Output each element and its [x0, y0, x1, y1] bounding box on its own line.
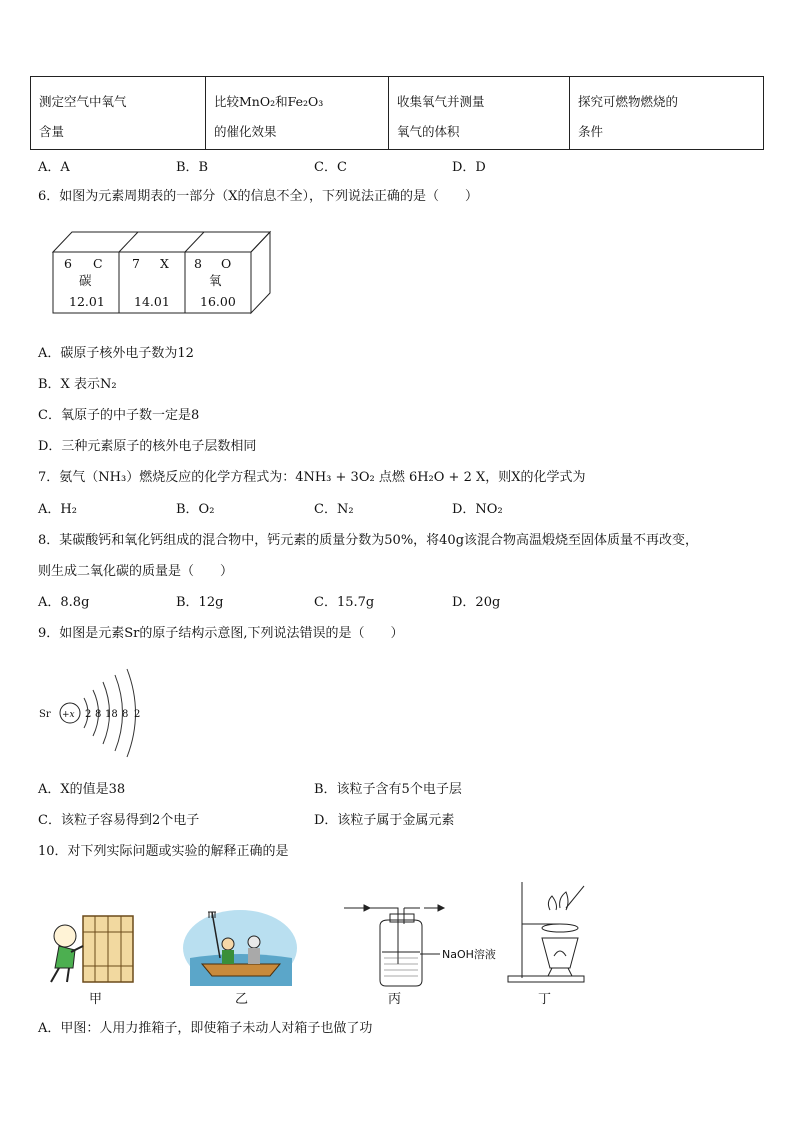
shell-2-electrons: 8 [95, 709, 102, 720]
element-c-number: 6 [64, 256, 72, 271]
sr-atomic-structure-diagram [36, 664, 156, 762]
option-d[interactable]: D．D [452, 160, 486, 175]
option-b[interactable]: B．O₂ [176, 502, 215, 517]
element-c-name: 碳 [79, 273, 92, 288]
atom-symbol: Sr [39, 709, 51, 720]
cell-line-1: 探究可燃物燃烧的 [578, 94, 679, 109]
q9-option-b[interactable]: B．该粒子含有5个电子层 [314, 782, 462, 797]
element-x-number: 7 [132, 256, 140, 271]
option-a[interactable]: A．8.8g [38, 595, 90, 610]
q8-stem-line-1: 8．某碳酸钙和氧化钙组成的混合物中，钙元素的质量分数为50%，将40g该混合物高温煅烧至固体质量不再改变， [38, 533, 699, 548]
element-x-symbol: X [160, 256, 169, 271]
caption-jia: 甲 [89, 992, 103, 1007]
cell-line-1: 比较MnO₂和Fe₂O₃ [214, 94, 324, 109]
option-b[interactable]: B．12g [176, 595, 224, 610]
element-o-name: 氧 [209, 273, 222, 288]
option-d[interactable]: D．NO₂ [452, 502, 503, 517]
combustion-apparatus-diagram [500, 880, 588, 984]
table-cell [389, 77, 570, 150]
table-cell [570, 77, 764, 150]
element-x-mass: 14.01 [134, 294, 170, 309]
option-d[interactable]: D．20g [452, 595, 501, 610]
caption-ding: 丁 [538, 992, 552, 1007]
q10-stem: 10．对下列实际问题或实验的解释正确的是 [38, 844, 289, 859]
cell-line-2: 含量 [39, 124, 65, 139]
option-a[interactable]: A．H₂ [38, 502, 77, 517]
option-b[interactable]: B．B [176, 160, 209, 175]
shell-1-electrons: 2 [85, 709, 92, 720]
naoh-label: NaOH溶液 [442, 948, 496, 961]
q6-option-a[interactable]: A．碳原子核外电子数为12 [38, 346, 194, 361]
option-a[interactable]: A．A [38, 160, 70, 175]
option-c[interactable]: C．N₂ [314, 502, 354, 517]
shell-5-electrons: 2 [134, 709, 141, 720]
q9-option-a[interactable]: A．X的值是38 [38, 782, 126, 797]
caption-yi: 乙 [235, 992, 249, 1007]
option-c[interactable]: C．C [314, 160, 347, 175]
cell-line-2: 氧气的体积 [397, 124, 460, 139]
q9-stem: 9．如图是元素Sr的原子结构示意图,下列说法错误的是（ ） [38, 626, 404, 641]
element-c-mass: 12.01 [69, 294, 105, 309]
shell-3-electrons: 18 [105, 709, 118, 720]
cell-line-2: 的催化效果 [214, 124, 277, 139]
table-cell [31, 77, 206, 150]
q9-option-c[interactable]: C．该粒子容易得到2个电子 [38, 813, 200, 828]
cell-line-1: 测定空气中氧气 [39, 94, 127, 109]
pushing-box-illustration [45, 910, 137, 988]
element-o-mass: 16.00 [200, 294, 236, 309]
q7-stem: 7．氨气（NH₃）燃烧反应的化学方程式为：4NH₃ + 3O₂ 点燃 6H₂O + 2 X，则X的化学式为 [38, 470, 586, 485]
experiment-table [30, 76, 764, 150]
periodic-table-fragment [50, 228, 272, 316]
element-c-symbol: C [93, 256, 103, 271]
element-o-symbol: O [221, 256, 232, 271]
shell-4-electrons: 8 [122, 709, 129, 720]
q9-option-d[interactable]: D．该粒子属于金属元素 [314, 813, 455, 828]
cell-line-1: 收集氧气并测量 [397, 94, 485, 109]
table-cell [206, 77, 389, 150]
q6-stem: 6．如图为元素周期表的一部分（X的信息不全），下列说法正确的是（ ） [38, 189, 479, 204]
q10-option-a[interactable]: A．甲图：人用力推箱子，即使箱子未动人对箱子也做了功 [38, 1021, 373, 1036]
nucleus-charge: +x [62, 710, 75, 720]
q6-option-b[interactable]: B．X 表示N₂ [38, 377, 117, 392]
q8-stem-line-2: 则生成二氧化碳的质量是（ ） [38, 564, 234, 579]
element-o-number: 8 [194, 256, 202, 271]
q6-option-c[interactable]: C．氧原子的中子数一定是8 [38, 408, 200, 423]
rowing-boat-illustration [182, 906, 298, 988]
caption-bing: 丙 [388, 992, 402, 1007]
cell-line-2: 条件 [578, 124, 604, 139]
option-c[interactable]: C．15.7g [314, 595, 375, 610]
q6-option-d[interactable]: D．三种元素原子的核外电子层数相同 [38, 439, 257, 454]
